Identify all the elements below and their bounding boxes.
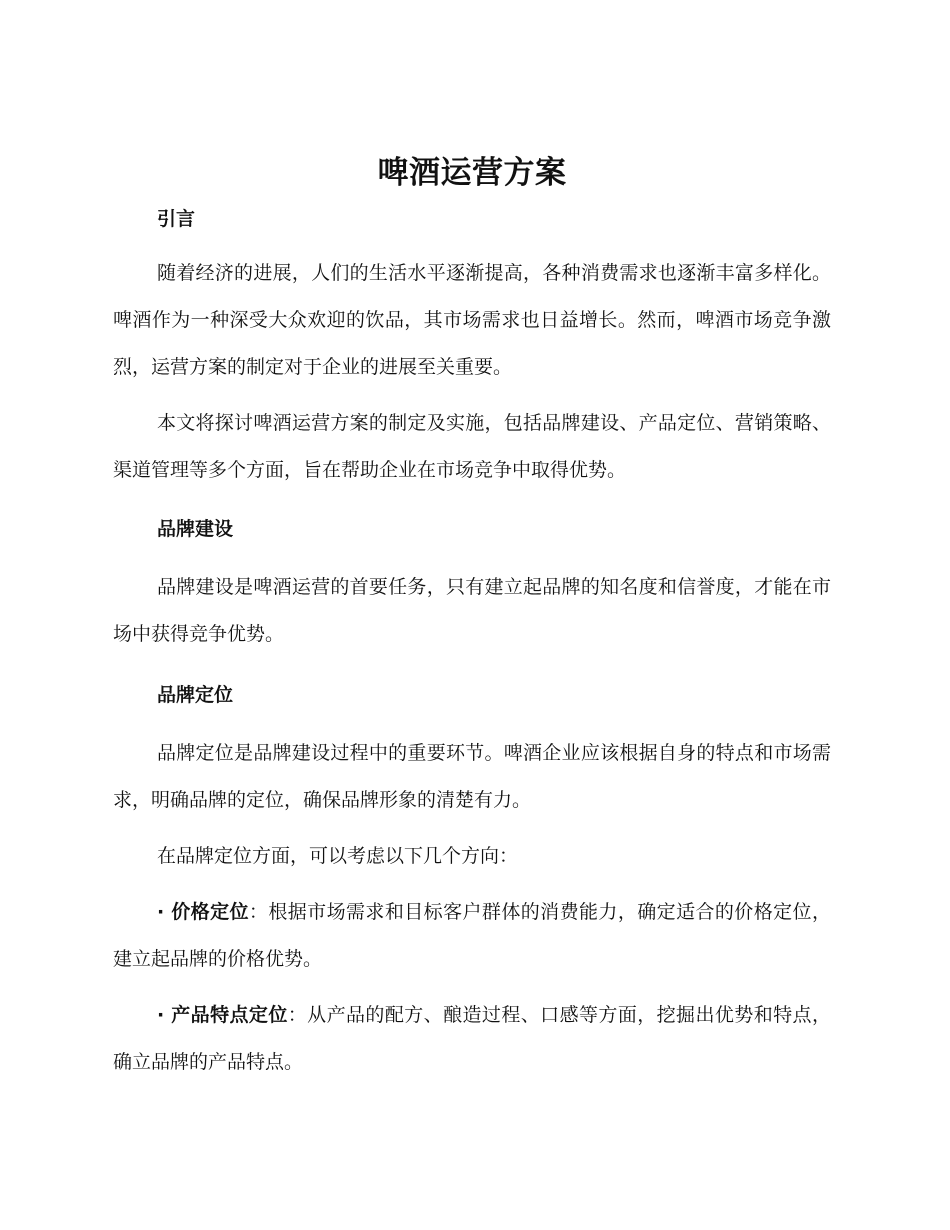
- bullet-text: ：从产品的配方、酿造过程、口感等方面，挖掘出优势和特点，确立品牌的产品特点。: [113, 1004, 831, 1073]
- bullet-text: ：根据市场需求和目标客户群体的消费能力，确定适合的价格定位，建立起品牌的价格优势。: [113, 901, 831, 970]
- section-heading-intro: 引言: [157, 208, 196, 230]
- brand-positioning-paragraph: 在品牌定位方面，可以考虑以下几个方向：: [157, 845, 519, 867]
- section-heading-brand-positioning: 品牌定位: [157, 684, 234, 706]
- intro-paragraph: 本文将探讨啤酒运营方案的制定及实施，包括品牌建设、产品定位、营销策略、渠道管理等多个方面，旨在帮助企业在市场竞争中取得优势。: [113, 412, 831, 481]
- document-page: [113, 150, 831, 1086]
- bullet-marker: ·: [157, 901, 172, 923]
- brand-building-paragraph: 品牌建设是啤酒运营的首要任务，只有建立起品牌的知名度和信誉度，才能在市场中获得竞争优势。: [113, 576, 831, 645]
- section-heading-brand-building: 品牌建设: [157, 518, 234, 540]
- document-title: 啤酒运营方案: [377, 155, 567, 191]
- bullet-lead-term: 产品特点定位: [171, 1004, 288, 1026]
- bullet-item-price-positioning: [113, 889, 831, 983]
- brand-positioning-paragraph: 品牌定位是品牌建设过程中的重要环节。啤酒企业应该根据自身的特点和市场需求，明确品牌的定位，确保品牌形象的清楚有力。: [113, 742, 831, 811]
- bullet-lead-term: 价格定位: [171, 901, 249, 923]
- intro-paragraph: 随着经济的进展，人们的生活水平逐渐提高，各种消费需求也逐渐丰富多样化。啤酒作为一种深受大众欢迎的饮品，其市场需求也日益增长。然而，啤酒市场竞争激烈，运营方案的制定对于企业的进展至关重要。: [113, 262, 831, 378]
- bullet-marker: ·: [157, 1004, 172, 1026]
- bullet-item-product-feature-positioning: [113, 992, 831, 1086]
